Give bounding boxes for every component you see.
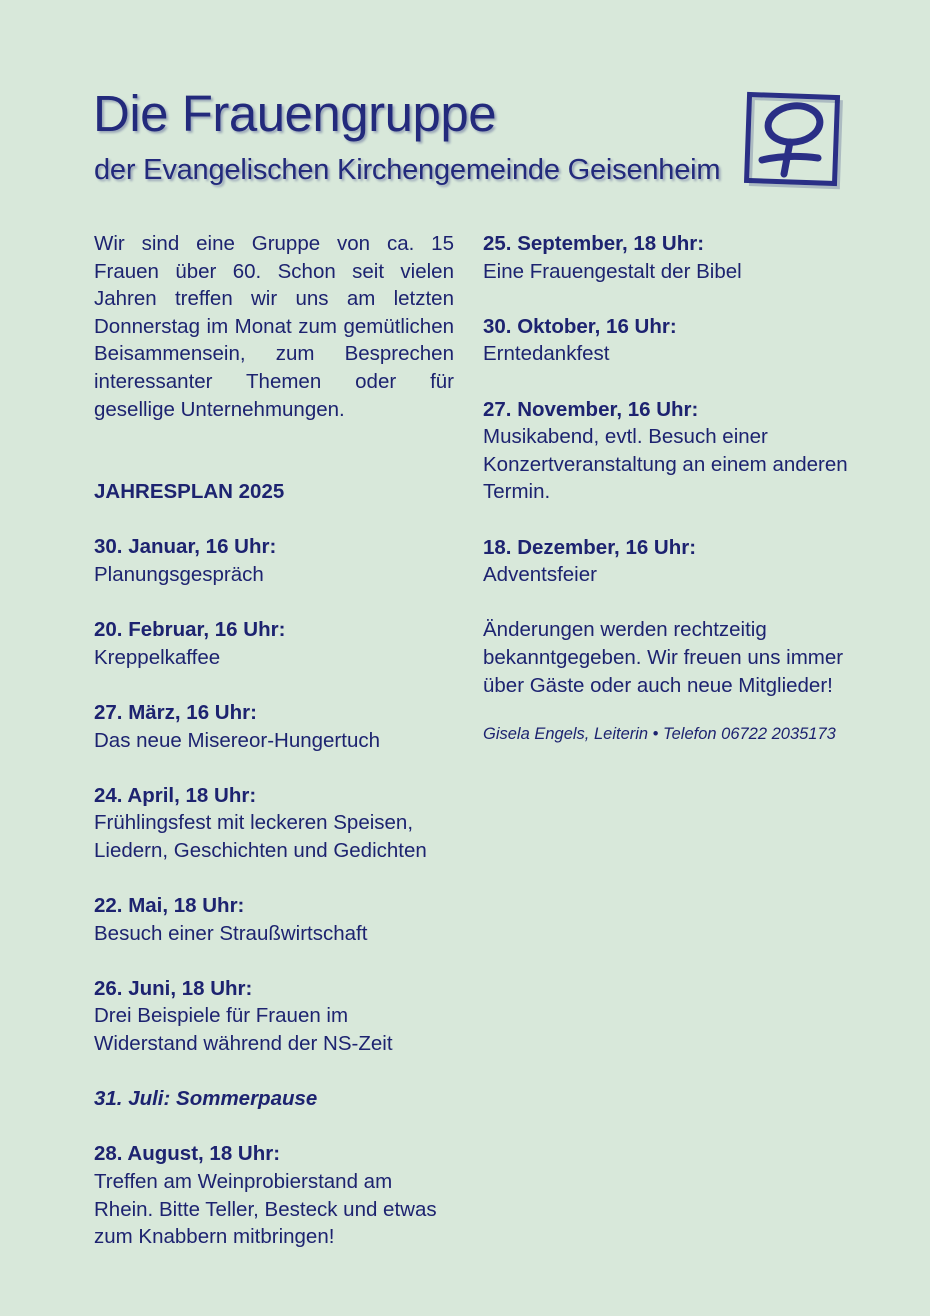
event-desc: Planungsgespräch [94,562,264,586]
event-date: 20. Februar, 16 Uhr: [94,618,286,642]
plan-heading: JAHRESPLAN 2025 [94,480,285,504]
event-item [94,892,454,947]
event-date: 26. Juni, 18 Uhr: [94,976,253,1000]
changes-note: Änderungen werden rechtzeitig bekanntgegeben. Wir freuen uns immer über Gäste oder auch neue Mitglieder! [483,618,844,697]
event-item [483,396,863,506]
event-item [483,230,863,285]
contact-info: Gisela Engels, Leiterin • Telefon 06722 2035173 [483,725,836,744]
event-date: 18. Dezember, 16 Uhr: [483,535,697,559]
event-desc: Besuch einer Straußwirtschaft [94,921,368,945]
event-item [94,1140,454,1250]
event-desc: Adventsfeier [483,563,597,587]
event-item [94,975,454,1058]
event-desc: Frühlingsfest mit leckeren Speisen, Liedern, Geschichten und Gedichten [94,811,427,862]
event-item [94,699,454,754]
event-desc: Kreppelkaffee [94,645,221,669]
event-desc: Das neue Misereor-Hungertuch [94,728,380,752]
event-list-right [483,230,863,589]
event-date: 24. April, 18 Uhr: [94,783,257,807]
event-desc: Musikabend, evtl. Besuch einer Konzertveranstaltung an einem anderen Termin. [483,425,848,504]
intro-text: Wir sind eine Gruppe von ca. 15 Frauen über 60. Schon seit vielen Jahren treffen wir uns am letzten Donnerstag im Monat zum gemütlichen Beisammensein, zum Besprechen interessanter Themen oder für gesellige Unternehmungen. [94,232,454,421]
event-item [483,313,863,368]
event-desc: Treffen am Weinprobierstand am Rhein. Bitte Teller, Besteck und etwas zum Knabbern mitbringen! [94,1170,437,1249]
left-column [94,230,454,1251]
event-item [94,782,454,865]
event-desc: Eine Frauengestalt der Bibel [483,259,742,283]
event-item [483,534,863,589]
event-date: 27. November, 16 Uhr: [483,397,699,421]
summer-pause: 31. Juli: Sommerpause [94,1087,318,1111]
event-item [94,616,454,671]
event-date: 30. Januar, 16 Uhr: [94,535,277,559]
right-column [483,230,863,749]
event-date: 22. Mai, 18 Uhr: [94,894,245,918]
event-date: 25. September, 18 Uhr: [483,232,705,255]
page-subtitle: der Evangelischen Kirchengemeinde Geisenheim [94,154,721,186]
page-title: Die Frauengruppe [93,85,497,142]
event-desc: Erntedankfest [483,342,610,366]
event-date: 28. August, 18 Uhr: [94,1142,281,1166]
venus-symbol-icon [740,88,844,192]
event-desc: Drei Beispiele für Frauen im Widerstand während der NS-Zeit [94,1004,393,1056]
event-item [94,533,454,588]
event-date: 30. Oktober, 16 Uhr: [483,314,677,338]
event-list-left [94,533,454,1250]
event-date: 27. März, 16 Uhr: [94,700,257,724]
